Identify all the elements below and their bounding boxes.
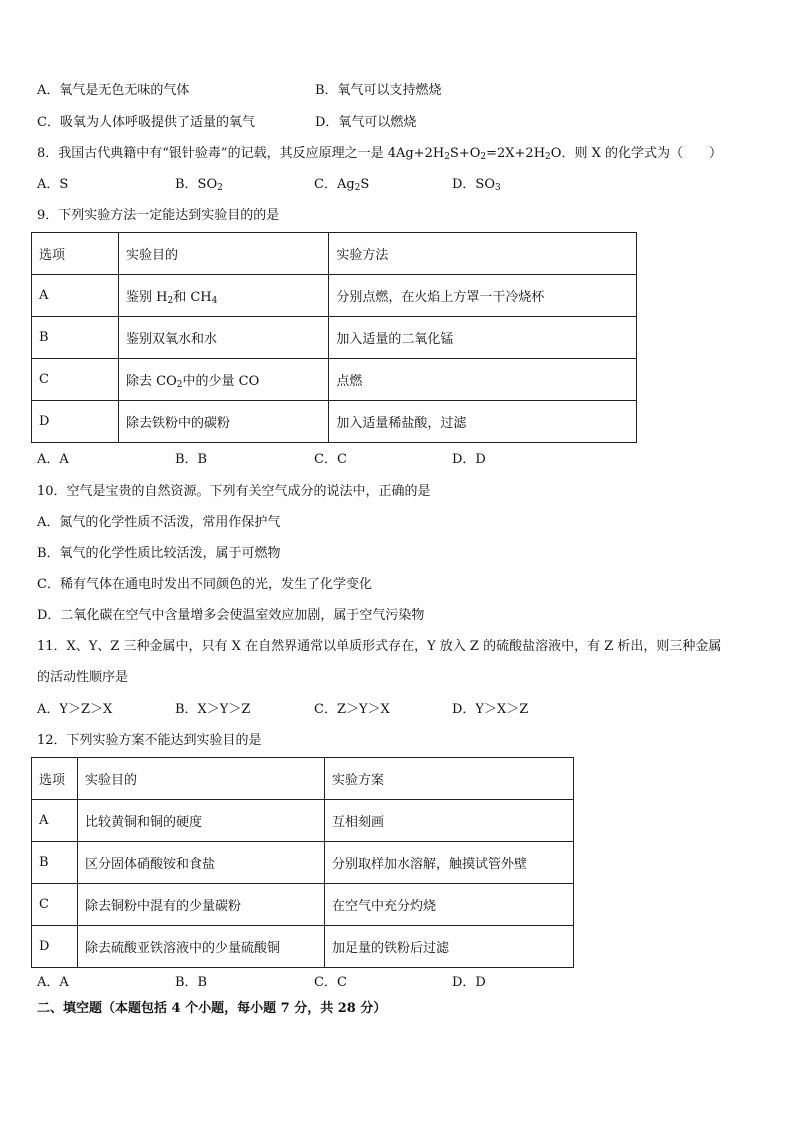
q8-option-a: A．S	[37, 177, 69, 192]
method-cell: 加入适量的二氧化锰	[329, 317, 637, 359]
q10-option-b: B．氧气的化学性质比较活泼，属于可燃物	[37, 546, 281, 561]
q10-stem: 10．空气是宝贵的自然资源。下列有关空气成分的说法中，正确的是	[37, 484, 431, 499]
table-row	[32, 842, 574, 884]
q9-option-b: B．B	[175, 452, 208, 467]
option-cell: D	[32, 926, 78, 968]
q7-option-a: A．氧气是无色无味的气体	[37, 83, 190, 98]
purpose-cell: 区分固体硝酸铵和食盐	[78, 842, 325, 884]
header-purpose: 实验目的	[119, 233, 329, 275]
header-option: 选项	[32, 758, 78, 800]
q10-option-a: A．氮气的化学性质不活泼，常用作保护气	[37, 515, 281, 530]
option-cell: B	[32, 842, 78, 884]
table-row	[32, 401, 637, 443]
header-option: 选项	[32, 233, 119, 275]
q8-option-c: C．$Ag_2S$	[314, 177, 370, 193]
purpose-cell: 鉴别双氧水和水	[119, 317, 329, 359]
table-row	[32, 359, 637, 401]
q10-option-d: D．二氧化碳在空气中含量增多会使温室效应加剧，属于空气污染物	[37, 608, 425, 623]
table-header-row	[32, 233, 637, 275]
q9-option-a: A．A	[37, 452, 69, 467]
option-cell: A	[32, 800, 78, 842]
q9-table	[31, 232, 637, 443]
option-cell: D	[32, 401, 119, 443]
table-row	[32, 800, 574, 842]
q8-option-d: D．$SO_3$	[452, 177, 501, 193]
q11-option-a: A．Y＞Z＞X	[37, 702, 113, 717]
q12-option-b: B．B	[175, 975, 208, 990]
header-method: 实验方案	[325, 758, 574, 800]
q9-option-d: D．D	[452, 452, 486, 467]
purpose-cell: 除去铁粉中的碳粉	[119, 401, 329, 443]
q11-option-c: C．Z＞Y＞X	[314, 702, 390, 717]
q7-option-d: D．氧气可以燃烧	[315, 115, 417, 130]
header-purpose: 实验目的	[78, 758, 325, 800]
method-cell: 加足量的铁粉后过滤	[325, 926, 574, 968]
purpose-cell: 除去硫酸亚铁溶液中的少量硫酸铜	[78, 926, 325, 968]
q11-options	[37, 701, 757, 719]
q11-option-d: D．Y＞X＞Z	[452, 702, 529, 717]
method-cell: 加入适量稀盐酸，过滤	[329, 401, 637, 443]
purpose-cell: 除去 $CO_2$中的少量 CO	[119, 359, 329, 401]
q10-option-c: C．稀有气体在通电时发出不同颜色的光，发生了化学变化	[37, 577, 372, 592]
table-row	[32, 884, 574, 926]
q11-stem-line1: 11．X、Y、Z 三种金属中，只有 X 在自然界通常以单质形式存在，Y 放入 Z 的硫酸盐溶液中，有 Z 析出，则三种金属	[37, 639, 722, 654]
purpose-cell: 除去铜粉中混有的少量碳粉	[78, 884, 325, 926]
q12-options	[37, 974, 757, 992]
method-cell: 分别点燃，在火焰上方罩一干冷烧杯	[329, 275, 637, 317]
method-cell: 分别取样加水溶解，触摸试管外壁	[325, 842, 574, 884]
q11-stem-line2: 的活动性顺序是	[37, 670, 129, 685]
q9-options	[37, 451, 757, 469]
method-cell: 在空气中充分灼烧	[325, 884, 574, 926]
section-heading: 二、填空题（本题包括 4 个小题，每小题 7 分，共 28 分）	[37, 1001, 387, 1016]
q7-option-b: B．氧气可以支持燃烧	[315, 83, 442, 98]
option-cell: C	[32, 359, 119, 401]
purpose-cell: 比较黄铜和铜的硬度	[78, 800, 325, 842]
q7-options-row1	[37, 82, 757, 100]
q8-option-b: B．$SO_2$	[175, 177, 223, 193]
q9-option-c: C．C	[314, 452, 347, 467]
q9-stem: 9．下列实验方法一定能达到实验目的的是	[37, 208, 280, 223]
q12-option-d: D．D	[452, 975, 486, 990]
option-cell: C	[32, 884, 78, 926]
method-cell: 互相刻画	[325, 800, 574, 842]
table-row	[32, 275, 637, 317]
q12-table	[31, 757, 574, 968]
q8-options	[37, 176, 757, 194]
table-row	[32, 926, 574, 968]
q7-options-row2	[37, 114, 757, 132]
q12-option-c: C．C	[314, 975, 347, 990]
header-method: 实验方法	[329, 233, 637, 275]
method-cell: 点燃	[329, 359, 637, 401]
q11-option-b: B．X＞Y＞Z	[175, 702, 251, 717]
table-header-row	[32, 758, 574, 800]
q7-option-c: C．吸氧为人体呼吸提供了适量的氧气	[37, 115, 255, 130]
q12-stem: 12．下列实验方案不能达到实验目的是	[37, 733, 262, 748]
option-cell: B	[32, 317, 119, 359]
q12-option-a: A．A	[37, 975, 69, 990]
table-row	[32, 317, 637, 359]
q8-stem: 8．我国古代典籍中有“银针验毒”的记载，其反应原理之一是 $4Ag+2H_2S+O_2=2X+2H_2O$．则 X 的化学式为（ ）	[37, 146, 722, 162]
purpose-cell: 鉴别 $H_2$和 $CH_4$	[119, 275, 329, 317]
option-cell: A	[32, 275, 119, 317]
